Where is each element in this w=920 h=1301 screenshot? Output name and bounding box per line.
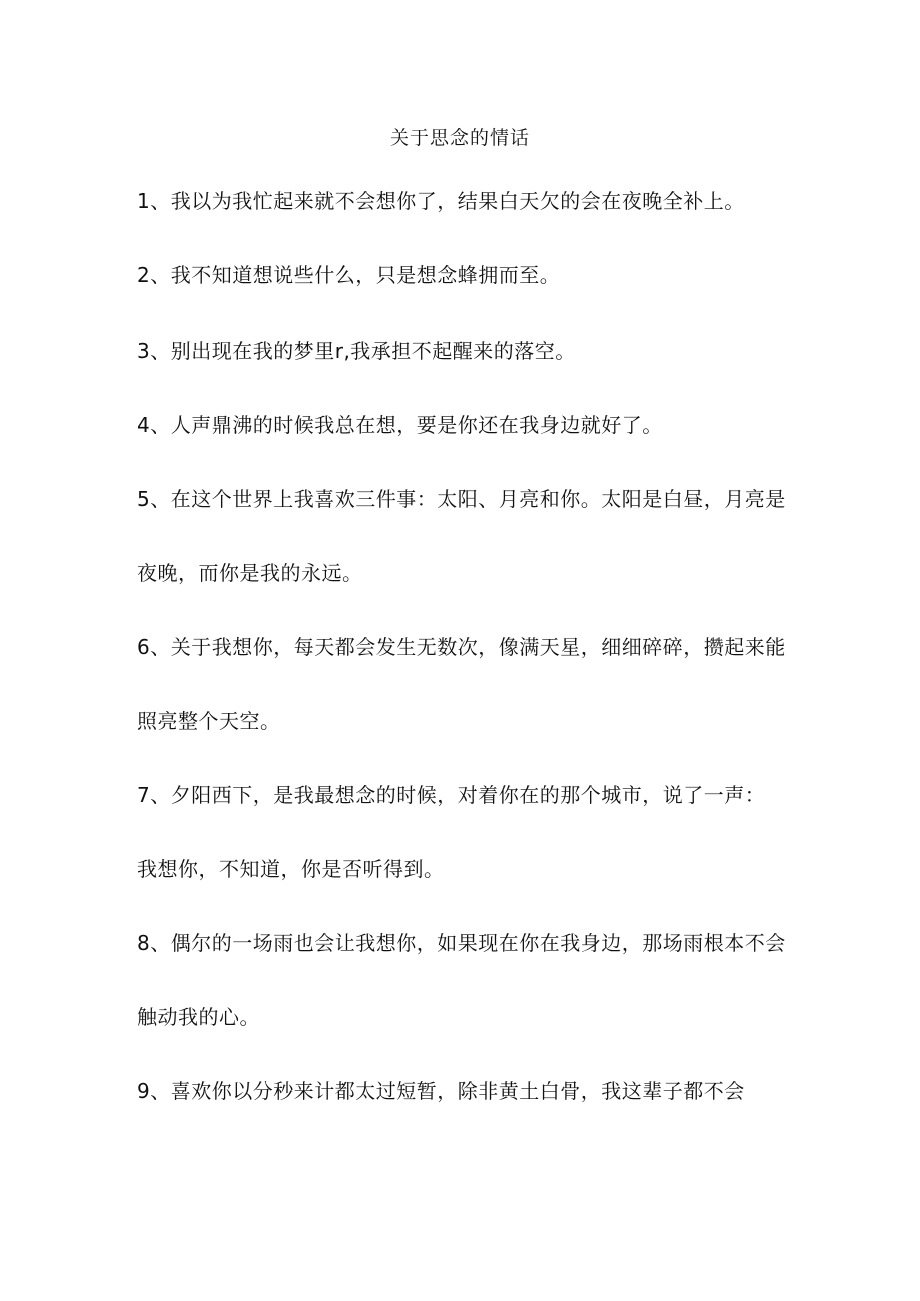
- text-line-5b: 夜晚，而你是我的永远。: [137, 561, 363, 585]
- text-line-4: 4、人声鼎沸的时候我总在想，要是你还在我身边就好了。: [137, 413, 663, 437]
- text-line-6b: 照亮整个天空。: [137, 709, 281, 733]
- text-line-3: 3、别出现在我的梦里r,我承担不起醒来的落空。: [137, 339, 576, 363]
- text-line-6a: 6、关于我想你，每天都会发生无数次，像满天星，细细碎碎，攒起来能: [137, 635, 786, 659]
- text-line-9: 9、喜欢你以分秒来计都太过短暂，除非黄土白骨，我这辈子都不会: [137, 1079, 745, 1103]
- text-line-8a: 8、偶尔的一场雨也会让我想你，如果现在你在我身边，那场雨根本不会: [137, 931, 786, 955]
- text-line-8b: 触动我的心。: [137, 1005, 260, 1029]
- text-line-2: 2、我不知道想说些什么，只是想念蜂拥而至。: [137, 263, 561, 287]
- text-line-1: 1、我以为我忙起来就不会想你了，结果白天欠的会在夜晚全补上。: [137, 189, 745, 213]
- text-line-7a: 7、夕阳西下，是我最想念的时候，对着你在的那个城市，说了一声：: [137, 783, 766, 807]
- text-line-7b: 我想你，不知道，你是否听得到。: [137, 857, 445, 881]
- document-title: 关于思念的情话: [389, 127, 530, 149]
- text-line-5a: 5、在这个世界上我喜欢三件事：太阳、月亮和你。太阳是白昼，月亮是: [137, 487, 786, 511]
